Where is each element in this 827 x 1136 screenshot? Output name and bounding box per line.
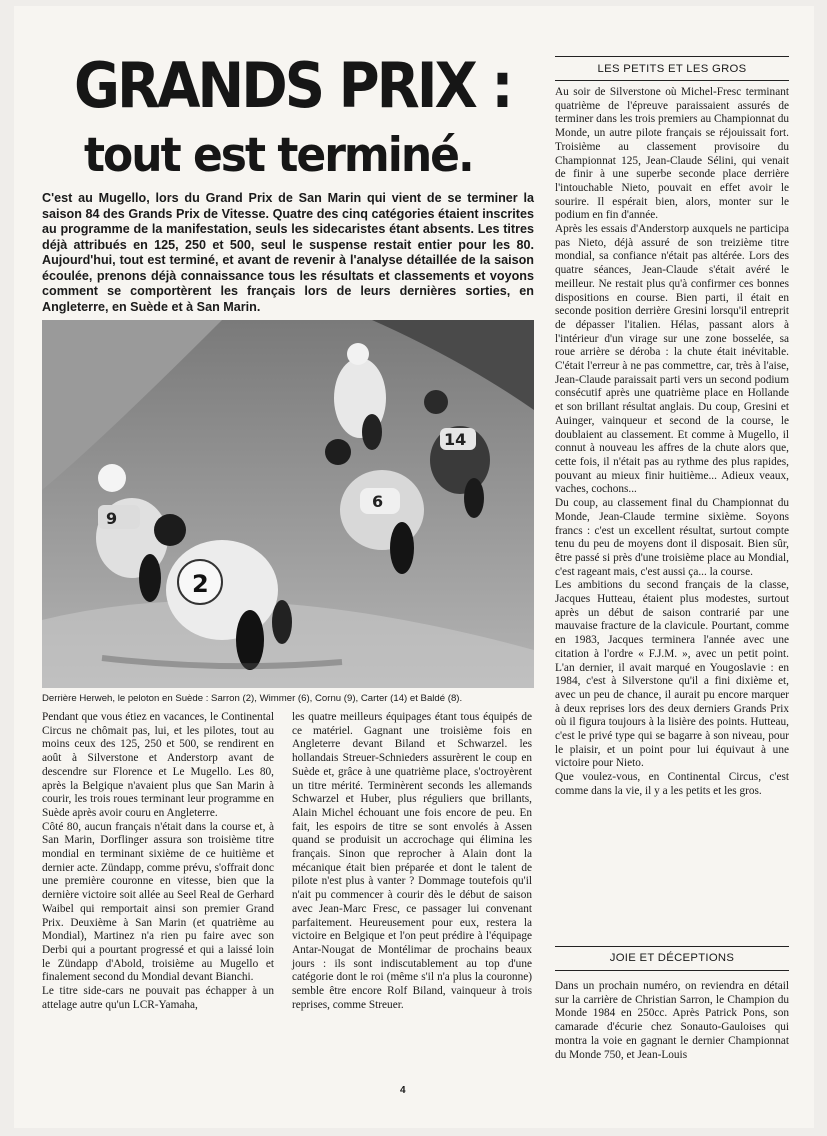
- section-rule: [555, 56, 789, 57]
- paragraph: Du coup, au classement final du Championnat du Monde, Jean-Claude termine sixième. Soyons francs : c'est un excellent résultat, surtout compte tenu du peu de moyens dont il disposait. Bien sûr, être passé si près d'une troisième place au Mondial, c'est rageant mais, c'est aussi ça... la course.: [555, 497, 789, 578]
- section-heading-joie-deceptions: JOIE ET DÉCEPTIONS: [609, 952, 735, 964]
- paragraph: Au soir de Silverstone où Michel-Fresc terminant quatrième de l'épreuve paraissaient assurés de terminer dans les trois premiers au Championnat du Monde, un autre pilote français se réjouissait fort. Troisième au classement provisoire du Championnat 125, Jean-Claude Sélini, qui venait de finir à une superbe seconde place derrière l'intouchable Nieto, pouvait en effet avoir le sourire. Il espérait bien, alors, monter sur le podium en fin d'année.: [555, 86, 789, 222]
- number-plate-6: 6: [372, 492, 384, 511]
- article-column-3-continued: [555, 980, 789, 1062]
- race-photo-illustration: [42, 320, 534, 688]
- paragraph: Côté 80, aucun français n'était dans la course et, à San Marin, Dorflinger assura son troisième titre mondial en terminant sixième de ce huitième et dernier acte. Zündapp, comme prévu, s'offrait donc une première couronne en vitesse, bien que la dernière victoire soit allée au Seel Real de Gerhard Waibel qui remportait ainsi son premier Grand Prix. Deuxième à San Marin (et quatrième au Mondial), Martinez n'a rien pu faire avec son Derbi qui a pourtant progressé et qui a laissé loin le Zündapp d'Abold, troisième au Mugello et finalement second du Mondial devant Bianchi.: [42, 820, 274, 984]
- page-number: 4: [400, 1085, 406, 1096]
- number-plate-2: 2: [192, 570, 209, 598]
- number-plate-9: 9: [106, 509, 118, 528]
- paragraph: Que voulez-vous, en Continental Circus, c'est comme dans la vie, il y a les petits et les gros.: [555, 771, 789, 797]
- section-rule: [555, 80, 789, 81]
- paragraph: Après les essais d'Anderstorp auxquels ne participa pas Nieto, déjà assuré de son treizième titre mondial, sa confiance n'était pas altérée. Lors des quatre séances, Jean-Claude s'était avéré le meilleur. Ne restait plus qu'à confirmer ces bonnes dispositions en course. Bien parti, il était en seconde position derrière Gresini lorsqu'il entreprit de dépasser l'italien. Hélas, passant alors à l'intérieur d'un virage sur une zone bosselée, sa roue arrière se déroba : la chute était inévitable. C'était l'erreur à ne pas commettre, car, très à l'aise, Jean-Claude paraissait parti vers un second podium consécutif après une quatrième place en Hollande et son brillant résultat anglais. Du coup, Gresini et Auinger, vainqueur et second de la course, le doublaient au classement. Et comme à Mugello, il connut à nouveau les affres de la chute alors que, cette fois, il n'était pas au rythme des plus rapides, pouvant au mieux finir huitième... Adieux veaux, vaches, cochons...: [555, 223, 789, 496]
- paragraph: Le titre side-cars ne pouvait pas échapper à un attelage autre qu'un LCR-Yamaha,: [42, 985, 274, 1011]
- section-heading-petits-gros: LES PETITS ET LES GROS: [597, 63, 747, 75]
- paragraph: les quatre meilleurs équipages étant tous équipés de ce matériel. Gagnant une troisième fois en Angleterre devant Biland et Schwarzel. les hollandais Streuer-Schnieders assurèrent le coup en Suède et, grâce à une quatrième place, s'octroyèrent un titre mérité. Terminèrent seconds les allemands Schwarzel et Huber, plus réguliers que brillants, Alain Michel échouant une fois encore de peu. En fait, les espoirs de titre se sont envolés à Assen quand se produisit un accrochage qui élimina les français. Sinon que reprocher à Alain dont la mécanique était bien préparée et dont le talent de pilote n'est plus à vanter ? Dommage toutefois qu'il n'ait pu commencer à courir dès le début de saison avec Jean-Marc Fresc, ce passager lui convenant parfaitement. Heureusement pour eux, restera la victoire en Belgique et l'on peut prédire à l'équipage Antar-Nougat de Montélimar de prochains beaux jours : ils sont indiscutablement au top d'une catégorie dont le roi (même s'il n'a plus la couronne) semble être encore Rolf Biland, vainqueur à trois reprises, comme Streuer.: [292, 711, 532, 1011]
- article-column-1: [42, 711, 274, 1012]
- photo-caption: Derrière Herweh, le peloton en Suède : Sarron (2), Wimmer (6), Cornu (9), Carter (14) et Baldé (8).: [42, 693, 463, 704]
- article-column-3: [555, 86, 789, 799]
- section-rule: [555, 970, 789, 971]
- lead-paragraph: C'est au Mugello, lors du Grand Prix de San Marin qui vient de se terminer la saison 84 des Grands Prix de Vitesse. Quatre des cinq catégories étaient inscrites au programme de la manifestation, seuls les sidecaristes étant absents. Les titres déjà attribués en 125, 250 et 500, seul le suspense restait entier pour les 80. Aujourd'hui, tout est terminé, et avant de revenir à l'analyse détaillée de la saison écoulée, prenons déjà connaissance tous les résultats et classements et voyons comment se comportèrent les français lors de leurs dernières sorties, en Angleterre, en Suède et à San Marin.: [42, 191, 534, 314]
- paragraph: Les ambitions du second français de la classe, Jacques Hutteau, étaient plus modestes, surtout après un début de saison contrarié par une mauvaise fracture de la clavicule. Pourtant, comme en 1983, Jacques terminera l'année avec une citation à l'ordre « F.J.M. », avec un petit point. L'an dernier, il avait marqué en Yougoslavie : en 1984, c'est à Silverstone qu'il a fini dixième et, avec un peu de chance, il aurait pu encore marquer à deux reprises lors des deux derniers Grands Prix où il figura toujours à la lisière des points. Hutteau, c'est le privé type qui se bagarre à son niveau, pour le plaisir, et un point pour lui équivaut à une victoire pour Nieto.: [555, 579, 789, 770]
- race-photo: [42, 320, 534, 688]
- number-plate-14: 14: [444, 430, 467, 449]
- section-rule: [555, 946, 789, 947]
- paragraph: Pendant que vous étiez en vacances, le Continental Circus ne chômait pas, lui, et les pilotes, tout au moins ceux des 125, 250 et 500, se rendirent en août à Silverstone et Anderstorp avant de descendre sur Florence et Le Mugello. Les 80, après la Belgique n'avaient plus que San Marin à courir, les trois roues terminant leur programme en Suède après avoir couru en Angleterre.: [42, 711, 274, 819]
- paragraph: Dans un prochain numéro, on reviendra en détail sur la carrière de Christian Sarron, le Champion du Monde 1984 en 250cc. Après Patrick Pons, son camarade d'écurie chez Sonauto-Gauloises qui montra la voie en gagnant le dernier Championnat du Monde 750, et Jean-Louis: [555, 980, 789, 1061]
- headline-subtitle: tout est terminé.: [84, 128, 473, 184]
- article-column-2: [292, 711, 532, 1012]
- headline-title: GRANDS PRIX :: [74, 50, 511, 123]
